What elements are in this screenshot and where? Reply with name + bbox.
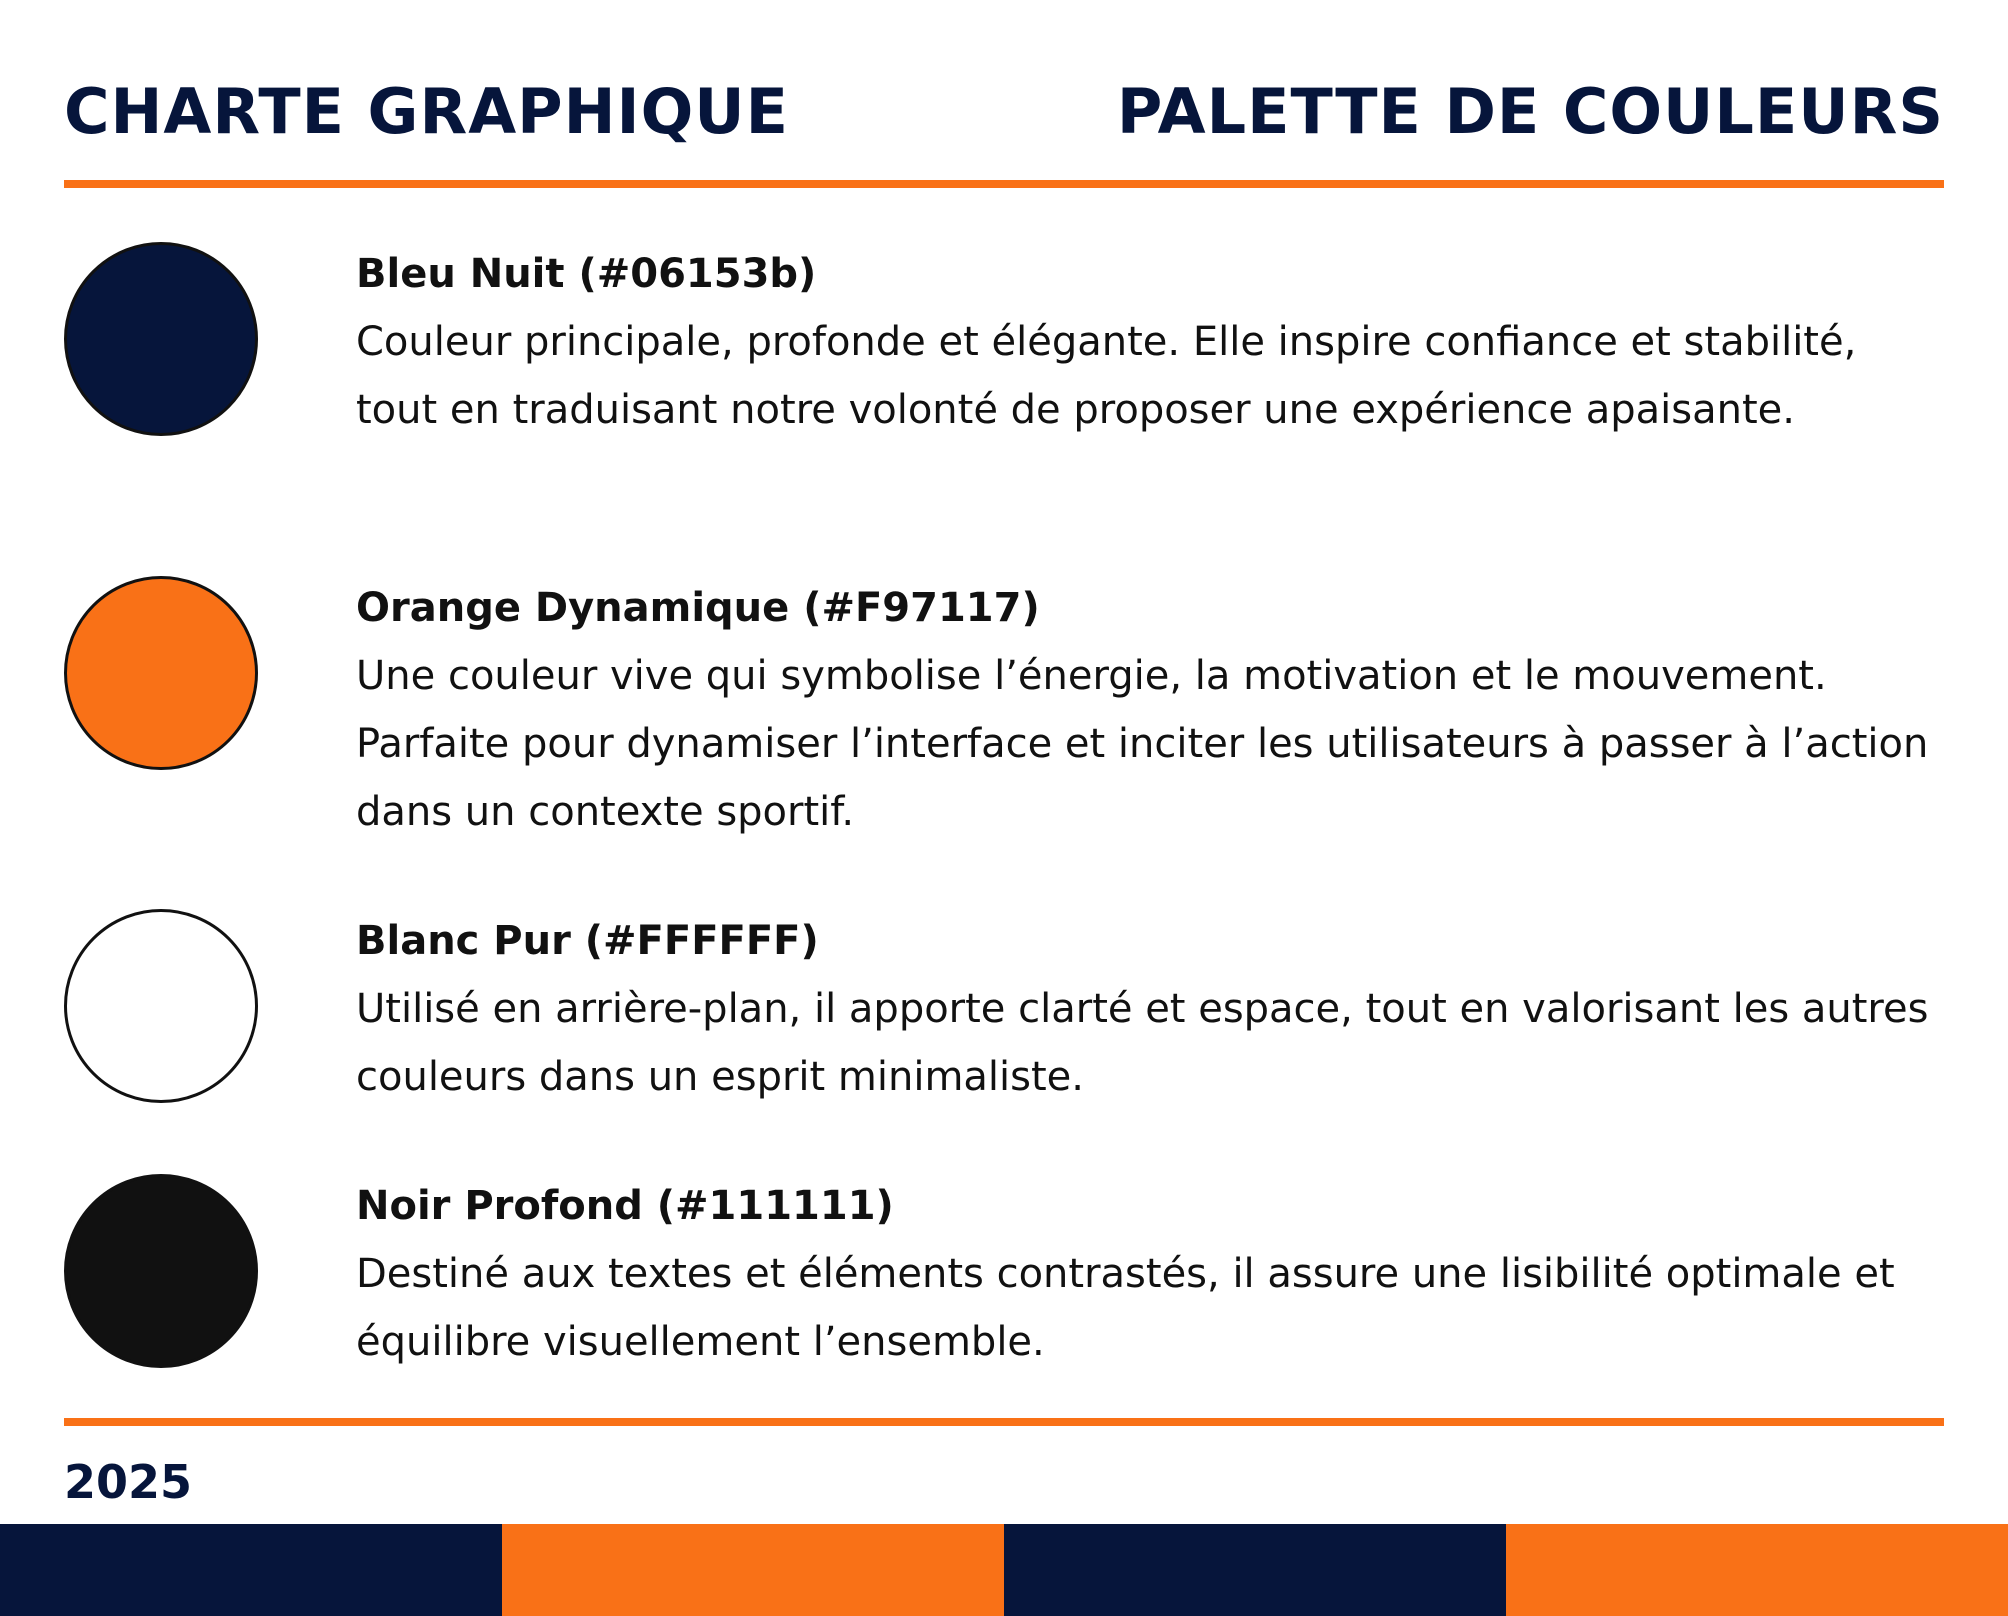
color-swatch-circle [64, 576, 258, 770]
swatch-name: Orange Dynamique (#F97117) [356, 585, 1040, 631]
swatch-name: Bleu Nuit (#06153b) [356, 251, 817, 297]
swatch-description: Destiné aux textes et éléments contrastés, il assure une lisibilité optimale et équilibre visuellement l’ensemble. [356, 1251, 1895, 1365]
color-swatch-circle [64, 242, 258, 436]
swatch-name: Noir Profond (#111111) [356, 1183, 894, 1229]
swatch-text [356, 1172, 1944, 1376]
footer-color-bar [0, 1524, 2008, 1616]
swatch-name: Blanc Pur (#FFFFFF) [356, 918, 819, 964]
section-title: PALETTE DE COULEURS [1116, 75, 1944, 148]
swatch-text [356, 240, 1944, 444]
footer-block [502, 1524, 1004, 1616]
swatch-description: Une couleur vive qui symbolise l’énergie, la motivation et le mouvement. Parfaite pour dynamiser l’interface et inciter les utilisateurs à passer à l’action dans un contexte sportif. [356, 653, 1929, 835]
document-title: CHARTE GRAPHIQUE [64, 75, 789, 148]
top-divider [64, 180, 1944, 188]
footer-year: 2025 [64, 1455, 193, 1509]
color-swatch-circle [64, 1174, 258, 1368]
swatch-text [356, 907, 1944, 1111]
footer-block [1506, 1524, 2008, 1616]
footer-block [1004, 1524, 1506, 1616]
color-swatch-circle [64, 909, 258, 1103]
swatch-description: Utilisé en arrière-plan, il apporte clarté et espace, tout en valorisant les autres couleurs dans un esprit minimaliste. [356, 986, 1929, 1100]
bottom-divider [64, 1418, 1944, 1426]
swatch-text [356, 574, 1944, 846]
swatch-description: Couleur principale, profonde et élégante. Elle inspire confiance et stabilité, tout en traduisant notre volonté de proposer une expérience apaisante. [356, 319, 1857, 433]
page-header [64, 72, 1944, 152]
footer-block [0, 1524, 502, 1616]
